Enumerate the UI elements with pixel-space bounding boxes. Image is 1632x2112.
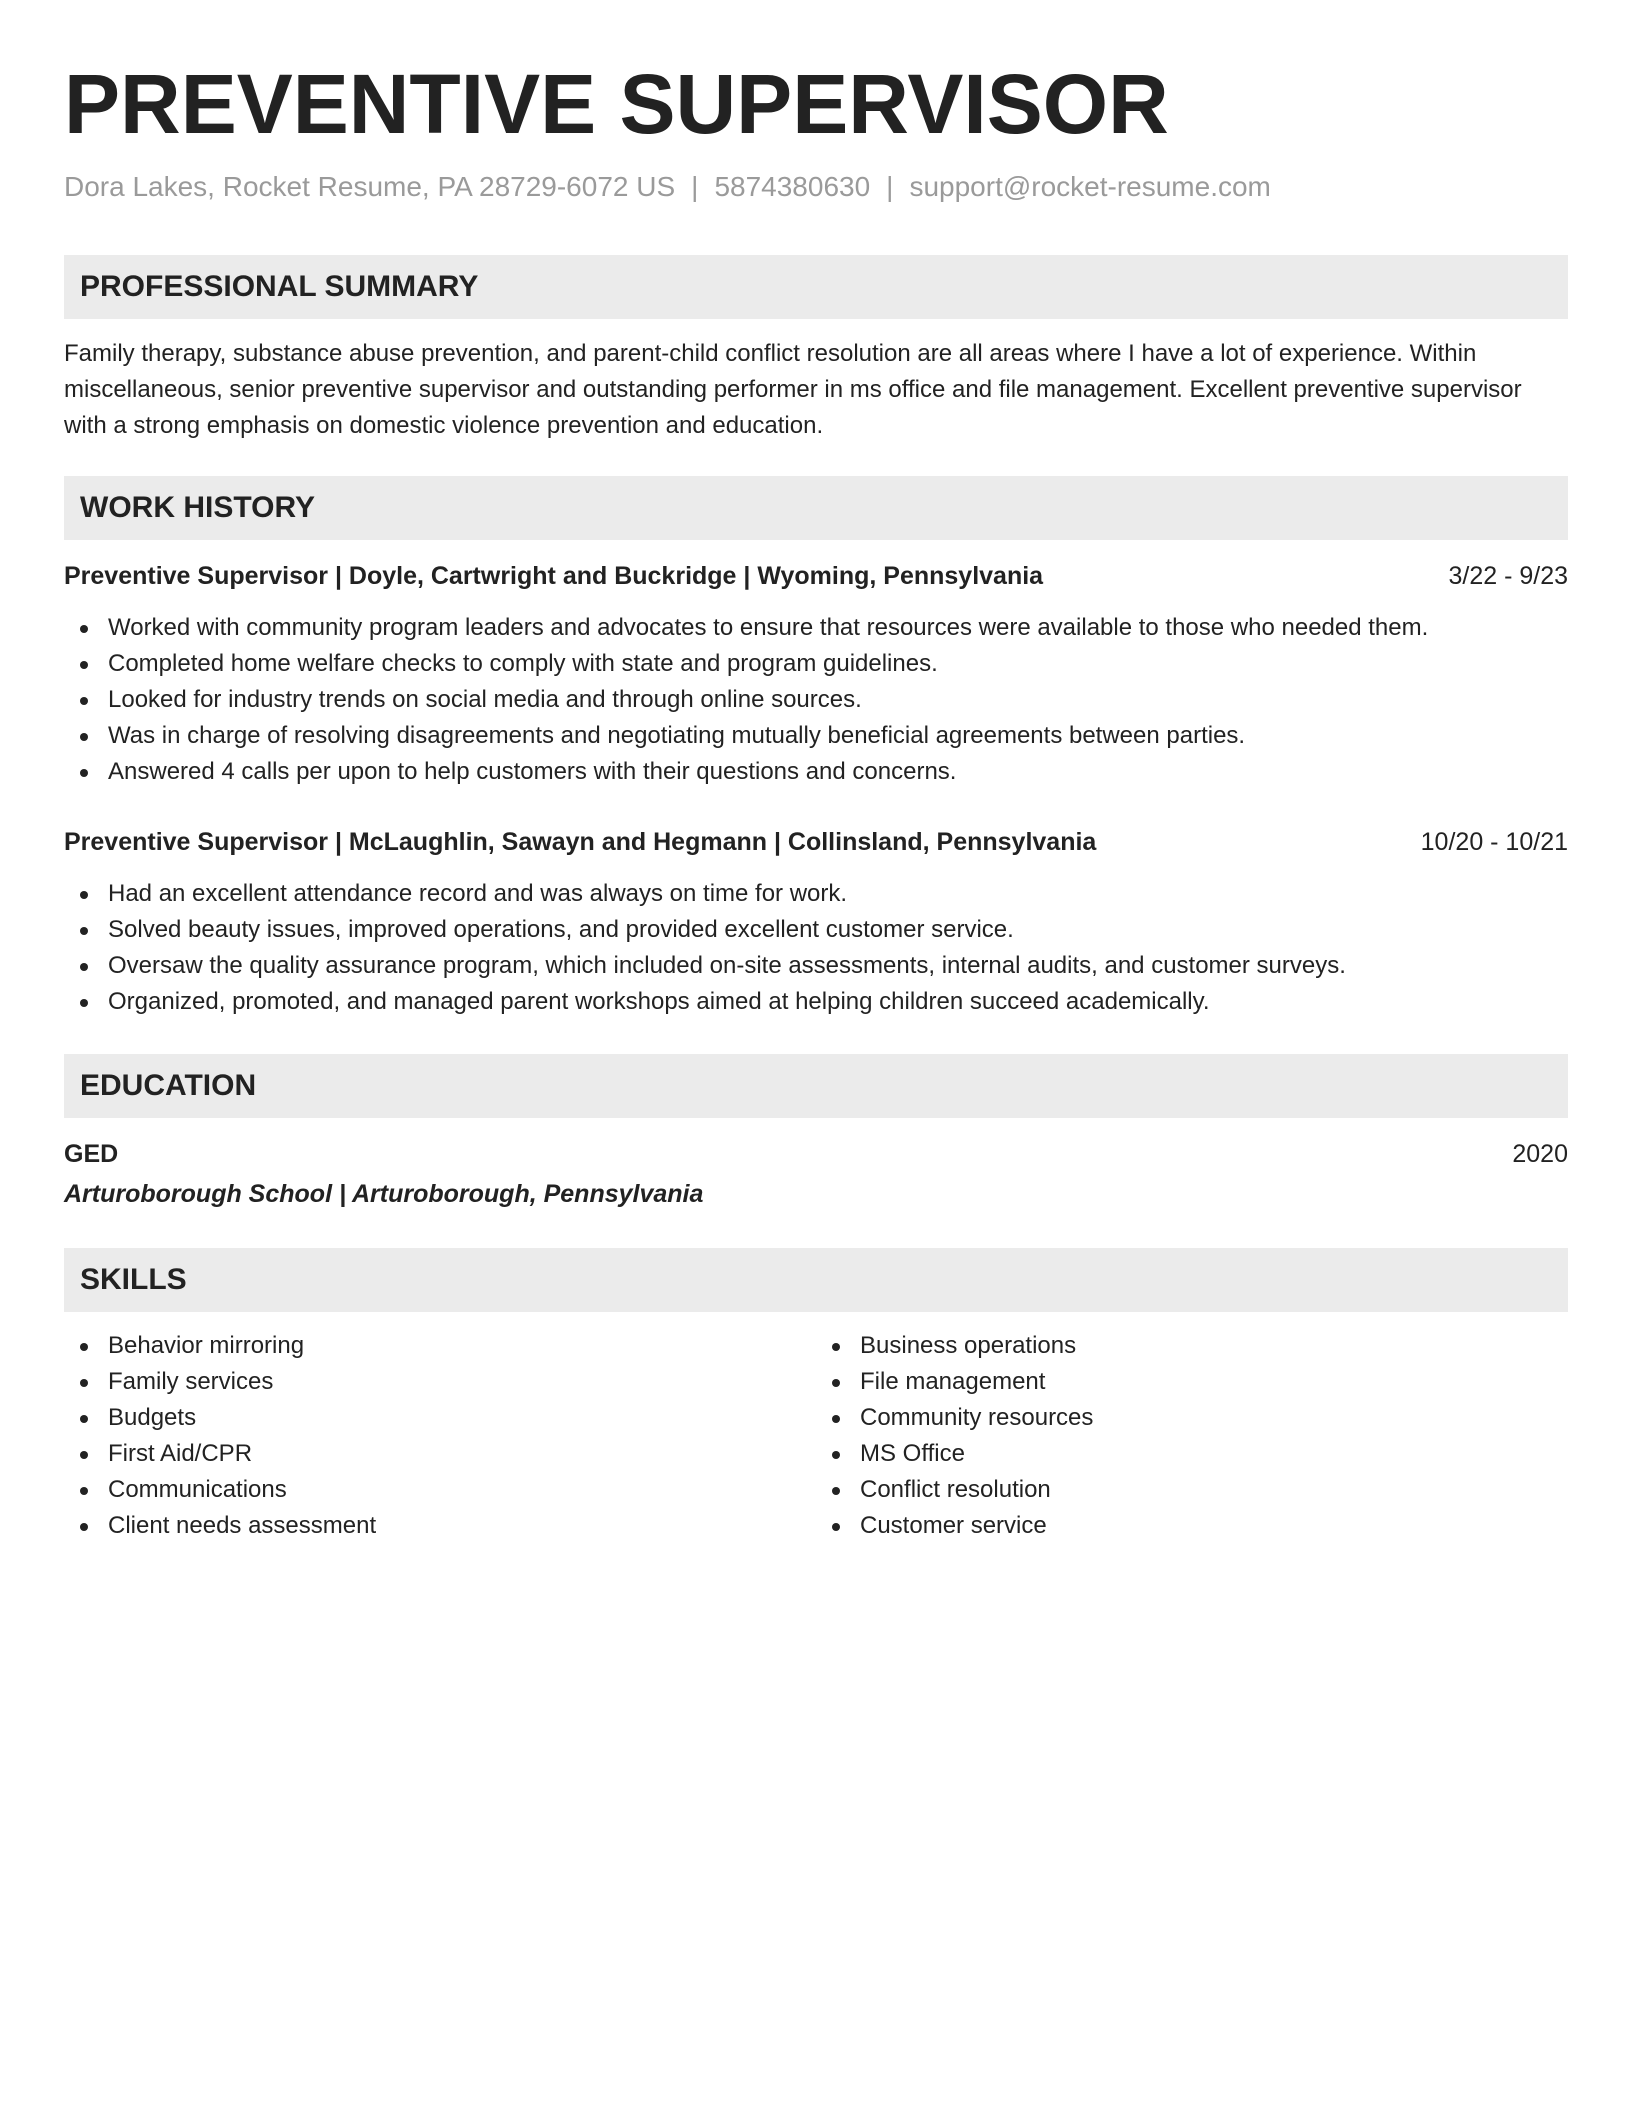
skill-item: Communications bbox=[64, 1472, 816, 1508]
skill-item: First Aid/CPR bbox=[64, 1436, 816, 1472]
section-header-work-history: WORK HISTORY bbox=[64, 476, 1568, 540]
education-school: Arturoborough School | Arturoborough, Pennsylvania bbox=[64, 1180, 704, 1209]
job-bullet: Solved beauty issues, improved operations, and provided excellent customer service. bbox=[64, 912, 1568, 948]
job-bullets bbox=[64, 876, 1568, 1020]
skills-column-left bbox=[64, 1328, 816, 1544]
skills-list bbox=[64, 1328, 816, 1544]
skill-item: Customer service bbox=[816, 1508, 1568, 1544]
job-header bbox=[64, 824, 1568, 860]
skill-item: Conflict resolution bbox=[816, 1472, 1568, 1508]
skill-item: Budgets bbox=[64, 1400, 816, 1436]
job-bullets bbox=[64, 610, 1568, 790]
section-header-skills: SKILLS bbox=[64, 1248, 1568, 1312]
contact-phone: 5874380630 bbox=[714, 171, 871, 202]
education-degree: GED bbox=[64, 1140, 119, 1169]
contact-separator: | bbox=[886, 171, 894, 202]
job-title: Preventive Supervisor | Doyle, Cartwright and Buckridge | Wyoming, Pennsylvania bbox=[64, 562, 1044, 591]
job-title: Preventive Supervisor | McLaughlin, Sawayn and Hegmann | Collinsland, Pennsylvania bbox=[64, 828, 1097, 857]
education-year: 2020 bbox=[1512, 1140, 1568, 1169]
skills-column-right bbox=[816, 1328, 1568, 1544]
skill-item: Business operations bbox=[816, 1328, 1568, 1364]
contact-email: support@rocket-resume.com bbox=[909, 171, 1271, 202]
skill-item: Family services bbox=[64, 1364, 816, 1400]
job-bullet: Worked with community program leaders and advocates to ensure that resources were available to those who needed them. bbox=[64, 610, 1568, 646]
job-bullet: Was in charge of resolving disagreements and negotiating mutually beneficial agreements between parties. bbox=[64, 718, 1568, 754]
job-bullet: Answered 4 calls per upon to help customers with their questions and concerns. bbox=[64, 754, 1568, 790]
contact-address: Dora Lakes, Rocket Resume, PA 28729-6072 US bbox=[64, 171, 676, 202]
skill-item: Client needs assessment bbox=[64, 1508, 816, 1544]
job-bullet: Organized, promoted, and managed parent workshops aimed at helping children succeed academically. bbox=[64, 984, 1568, 1020]
job-bullet: Had an excellent attendance record and was always on time for work. bbox=[64, 876, 1568, 912]
skills-list bbox=[816, 1328, 1568, 1544]
education-header bbox=[64, 1136, 1568, 1172]
job-entry bbox=[64, 558, 1568, 790]
job-bullet: Oversaw the quality assurance program, which included on-site assessments, internal audits, and customer surveys. bbox=[64, 948, 1568, 984]
skill-item: File management bbox=[816, 1364, 1568, 1400]
summary-text: Family therapy, substance abuse prevention, and parent-child conflict resolution are all areas where I have a lot of experience. Within miscellaneous, senior preventive supervisor and outstanding performer in ms office and file management. Excellent preventive supervisor with a strong emphasis on domestic violence prevention and education. bbox=[64, 340, 1522, 440]
job-bullet: Looked for industry trends on social media and through online sources. bbox=[64, 682, 1568, 718]
contact-separator: | bbox=[691, 171, 699, 202]
skill-item: MS Office bbox=[816, 1436, 1568, 1472]
section-header-summary: PROFESSIONAL SUMMARY bbox=[64, 255, 1568, 319]
job-entry bbox=[64, 824, 1568, 1020]
job-dates: 3/22 - 9/23 bbox=[1448, 562, 1568, 591]
skill-item: Behavior mirroring bbox=[64, 1328, 816, 1364]
job-dates: 10/20 - 10/21 bbox=[1420, 828, 1568, 857]
skill-item: Community resources bbox=[816, 1400, 1568, 1436]
contact-line bbox=[64, 169, 1568, 205]
skills-grid bbox=[64, 1328, 1568, 1544]
resume-name: PREVENTIVE SUPERVISOR bbox=[64, 57, 1169, 151]
job-header bbox=[64, 558, 1568, 594]
job-bullet: Completed home welfare checks to comply with state and program guidelines. bbox=[64, 646, 1568, 682]
section-header-education: EDUCATION bbox=[64, 1054, 1568, 1118]
